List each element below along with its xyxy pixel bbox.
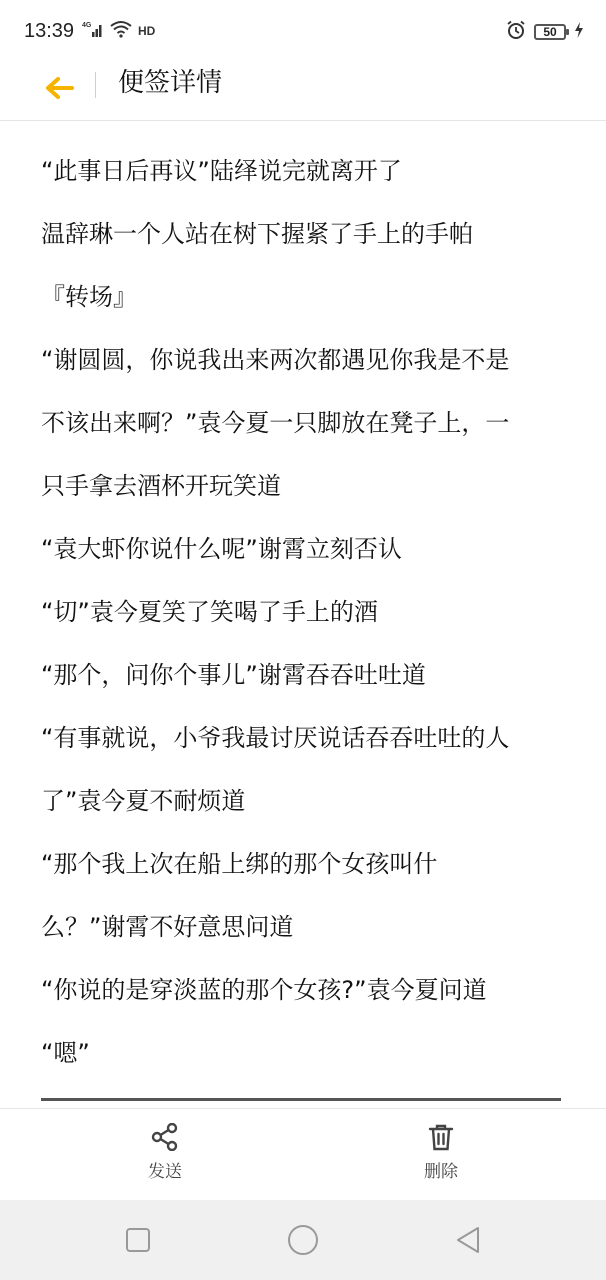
note-line-partial-top (41, 120, 201, 132)
note-line: “有事就说，小爷我最讨厌说话吞吞吐吐的人 (41, 724, 510, 752)
status-time: 13:39 (24, 20, 75, 42)
signal-icon (82, 20, 104, 42)
note-line: 只手拿去酒杯开玩笑道 (41, 472, 281, 500)
status-icons-left (82, 20, 155, 42)
send-button[interactable] (115, 1123, 215, 1187)
note-line: “袁大虾你说什么呢”谢霄立刻否认 (41, 535, 402, 563)
page-title: 便签详情 (118, 68, 223, 98)
nav-back-button[interactable] (450, 1222, 486, 1258)
note-line: “嗯” (41, 1039, 90, 1067)
trash-icon (427, 1123, 455, 1151)
alarm-icon (506, 20, 526, 44)
note-line: “那个，问你个事儿”谢霄吞吞吐吐道 (41, 661, 426, 689)
hd-label: HD (138, 24, 156, 38)
note-line: 了”袁今夏不耐烦道 (41, 787, 246, 815)
note-line: “谢圆圆，你说我出来两次都遇见你我是不是 (41, 346, 510, 374)
send-label: 发送 (148, 1162, 182, 1182)
note-line: 温辞琳一个人站在树下握紧了手上的手帕 (41, 220, 473, 248)
system-nav-bar (0, 1200, 606, 1280)
recent-apps-icon (125, 1227, 151, 1253)
note-line: 『转场』 (41, 283, 137, 311)
status-right (506, 20, 584, 44)
header (0, 58, 606, 121)
back-arrow-icon[interactable] (44, 76, 74, 100)
note-line: “切”袁今夏笑了笑喝了手上的酒 (41, 598, 378, 626)
share-icon (150, 1123, 180, 1151)
recent-apps-button[interactable] (120, 1222, 156, 1258)
note-line: 么？”谢霄不好意思问道 (41, 913, 294, 941)
note-line: “你说的是穿淡蓝的那个女孩?”袁今夏问道 (41, 976, 487, 1004)
header-divider (95, 72, 96, 98)
wifi-icon (110, 20, 132, 42)
home-button[interactable] (285, 1222, 321, 1258)
note-line: “此事日后再议”陆绎说完就离开了 (41, 157, 402, 185)
note-line: “那个我上次在船上绑的那个女孩叫什 (41, 850, 438, 878)
network-label: 4G (82, 22, 92, 29)
note-line-partial-bottom (41, 1098, 561, 1108)
home-icon (287, 1224, 319, 1256)
battery-icon: 50 (534, 24, 566, 40)
back-icon (454, 1225, 482, 1255)
charging-icon (574, 22, 584, 42)
note-line: 不该出来啊？”袁今夏一只脚放在凳子上，一 (41, 409, 510, 437)
back-button[interactable] (34, 64, 84, 112)
bottom-action-bar (0, 1108, 606, 1201)
delete-button[interactable] (391, 1123, 491, 1187)
note-content[interactable] (0, 120, 606, 1108)
delete-label: 删除 (424, 1162, 458, 1182)
status-bar (0, 0, 606, 58)
